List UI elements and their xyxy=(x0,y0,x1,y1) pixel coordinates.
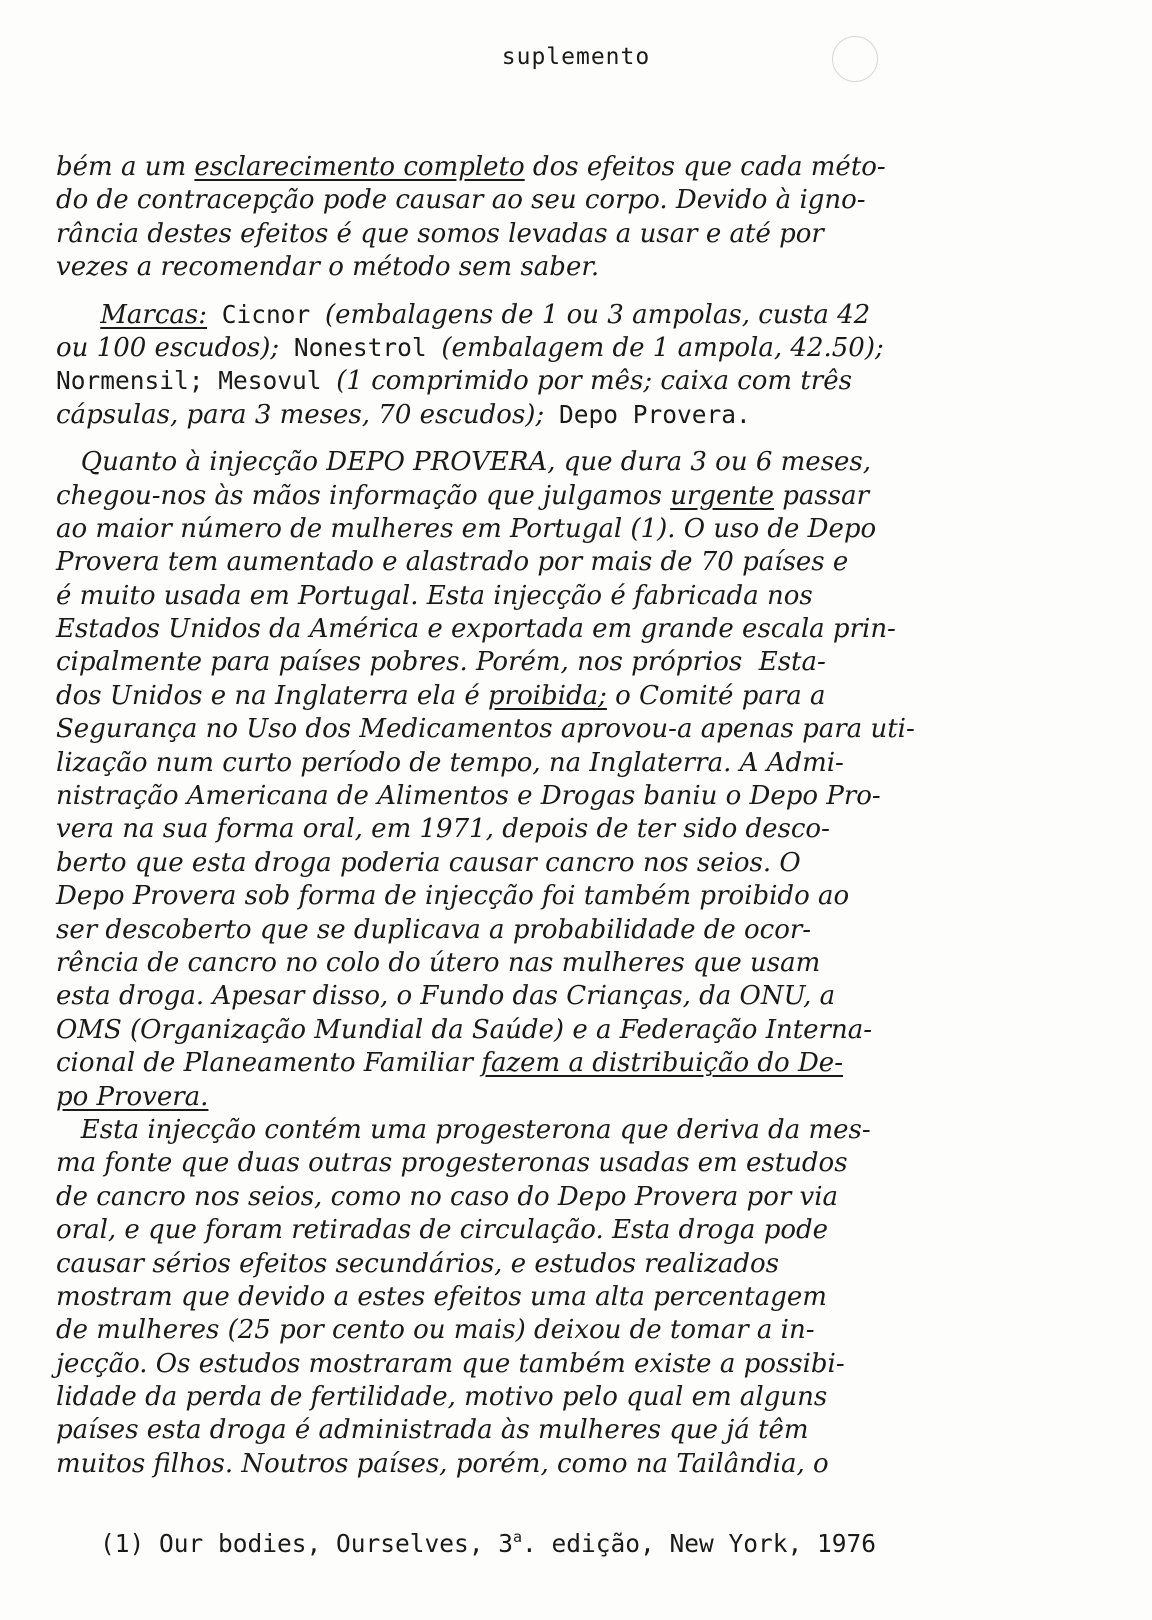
text-segment: causar sérios efeitos secundários, e estudos realizados xyxy=(56,1248,779,1279)
text-line xyxy=(56,1113,1096,1146)
text-line xyxy=(56,1447,1096,1480)
text-segment: (embalagens de 1 ou 3 ampolas, custa 42 xyxy=(325,299,871,330)
text-line xyxy=(56,150,1096,183)
text-line xyxy=(56,1080,1096,1113)
text-line xyxy=(56,579,1096,612)
text-segment: nistração Americana de Alimentos e Drogas baniu o Depo Pro- xyxy=(56,781,881,812)
text-segment: de cancro nos seios, como no caso do Depo Provera por via xyxy=(56,1181,839,1212)
text-line xyxy=(56,479,1096,512)
paragraph xyxy=(56,298,1096,432)
text-line xyxy=(56,612,1096,645)
text-line xyxy=(56,1146,1096,1179)
text-line xyxy=(56,979,1096,1012)
text-segment: Provera tem aumentado e alastrado por mais de 70 países e xyxy=(56,547,849,578)
text-line xyxy=(56,1213,1096,1246)
text-line xyxy=(56,1347,1096,1380)
text-line xyxy=(56,913,1096,946)
footnote-superscript: a xyxy=(513,1528,523,1546)
text-segment: cipalmente para países pobres. Porém, nos próprios Esta- xyxy=(56,647,826,678)
text-segment: Cicnor xyxy=(206,299,325,329)
text-line xyxy=(56,298,1096,331)
text-segment: bém a um xyxy=(56,152,195,182)
footnote-text-end: . edição, New York, 1976 xyxy=(522,1529,877,1558)
text-line xyxy=(56,445,1096,478)
text-line xyxy=(56,879,1096,912)
text-segment: cápsulas, para 3 meses, 70 escudos); xyxy=(56,399,545,430)
text-segment xyxy=(56,300,100,329)
text-line xyxy=(56,183,1096,216)
text-segment: fazem a distribuição do De- xyxy=(481,1048,843,1079)
text-line xyxy=(56,779,1096,812)
text-segment: ma fonte que duas outras progesteronas usadas em estudos xyxy=(56,1148,848,1179)
text-segment: Estados Unidos da América e exportada em grande escala prin- xyxy=(56,614,896,645)
text-segment: urgente xyxy=(670,480,774,511)
text-segment: muitos filhos. Noutros países, porém, como na Tailândia, o xyxy=(56,1448,829,1479)
text-segment: ao maior número de mulheres em Portugal (1). O uso de Depo xyxy=(56,513,877,544)
text-line xyxy=(56,746,1096,779)
text-segment: passar xyxy=(773,480,870,511)
text-segment: dos Unidos e na Inglaterra ela é xyxy=(56,680,488,711)
text-line xyxy=(56,364,1096,397)
text-line xyxy=(56,250,1096,283)
text-line xyxy=(56,512,1096,545)
text-segment: (1 comprimido por mês; caixa com três xyxy=(336,366,852,397)
text-segment: é muito usada em Portugal. Esta injecção é fabricada nos xyxy=(56,580,813,611)
text-segment: esta droga. Apesar disso, o Fundo das Crianças, da ONU, a xyxy=(56,981,836,1012)
text-segment: de mulheres (25 por cento ou mais) deixou de tomar a in- xyxy=(56,1315,815,1346)
text-segment: lidade da perda de fertilidade, motivo pelo qual em alguns xyxy=(56,1382,828,1413)
text-line xyxy=(56,1046,1096,1079)
body-text xyxy=(56,150,1096,1480)
text-line xyxy=(56,1013,1096,1046)
text-segment: Segurança no Uso dos Medicamentos aprovou-a apenas para uti- xyxy=(56,714,915,745)
text-line xyxy=(56,545,1096,578)
text-line xyxy=(56,946,1096,979)
text-segment: países esta droga é administrada às mulheres que já têm xyxy=(56,1415,809,1446)
text-segment: rência de cancro no colo do útero nas mulheres que usam xyxy=(56,947,821,978)
text-segment: Esta injecção contém uma progesterona que deriva da mes- xyxy=(56,1114,871,1145)
text-segment: do de contracepção pode causar ao seu corpo. Devido à igno- xyxy=(56,185,866,216)
text-segment: o Comité para a xyxy=(606,680,826,711)
text-segment: chegou-nos às mãos informação que julgamos xyxy=(56,480,671,511)
text-segment: po Provera. xyxy=(56,1081,209,1112)
text-line xyxy=(56,1180,1096,1213)
text-segment: oral, e que foram retiradas de circulação. Esta droga pode xyxy=(56,1215,829,1246)
text-segment: Nonestrol xyxy=(279,332,442,362)
text-line xyxy=(56,331,1096,364)
text-line xyxy=(56,398,1096,431)
text-line xyxy=(56,712,1096,745)
text-line xyxy=(56,217,1096,250)
page-header: suplemento xyxy=(501,44,651,70)
text-segment: OMS (Organização Mundial da Saúde) e a Federação Interna- xyxy=(56,1014,873,1045)
text-segment: jecção. Os estudos mostraram que também existe a possibi- xyxy=(56,1348,845,1379)
text-segment: ser descoberto que se duplicava a probabilidade de ocor- xyxy=(56,914,812,945)
text-segment: mostram que devido a estes efeitos uma alta percentagem xyxy=(56,1281,827,1312)
text-segment: vezes a recomendar o método sem saber. xyxy=(56,252,600,283)
text-line xyxy=(56,1313,1096,1346)
footnote xyxy=(100,1528,876,1558)
footnote-text: (1) Our bodies, Ourselves, 3 xyxy=(100,1529,514,1558)
text-line xyxy=(56,846,1096,879)
text-line xyxy=(56,1247,1096,1280)
paragraph xyxy=(56,445,1096,1480)
text-segment: lização num curto período de tempo, na Inglaterra. A Admi- xyxy=(56,747,844,778)
text-segment: (embalagem de 1 ampola, 42.50); xyxy=(441,332,884,363)
text-segment: ou 100 escudos); xyxy=(56,332,280,363)
text-segment: rância destes efeitos é que somos levadas a usar e até por xyxy=(56,218,824,249)
text-segment: dos efeitos que cada méto- xyxy=(524,152,886,182)
text-line xyxy=(56,1413,1096,1446)
text-segment: Depo Provera. xyxy=(544,399,751,429)
text-segment: vera na sua forma oral, em 1971, depois de ter sido desco- xyxy=(56,814,830,845)
text-line xyxy=(56,812,1096,845)
text-line xyxy=(56,679,1096,712)
text-segment: berto que esta droga poderia causar cancro nos seios. O xyxy=(56,847,801,878)
text-line xyxy=(56,1380,1096,1413)
text-line xyxy=(56,645,1096,678)
paragraph xyxy=(56,150,1096,284)
text-segment: cional de Planeamento Familiar xyxy=(56,1048,482,1079)
text-segment: proibida; xyxy=(488,680,607,711)
text-segment: Depo Provera sob forma de injecção foi também proibido ao xyxy=(56,881,850,912)
text-segment: esclarecimento completo xyxy=(194,152,525,182)
text-segment: Marcas: xyxy=(100,299,207,330)
text-line xyxy=(56,1280,1096,1313)
text-segment: Normensil; Mesovul xyxy=(56,366,337,396)
text-segment: Quanto à injecção DEPO PROVERA, que dura 3 ou 6 meses, xyxy=(56,447,872,478)
